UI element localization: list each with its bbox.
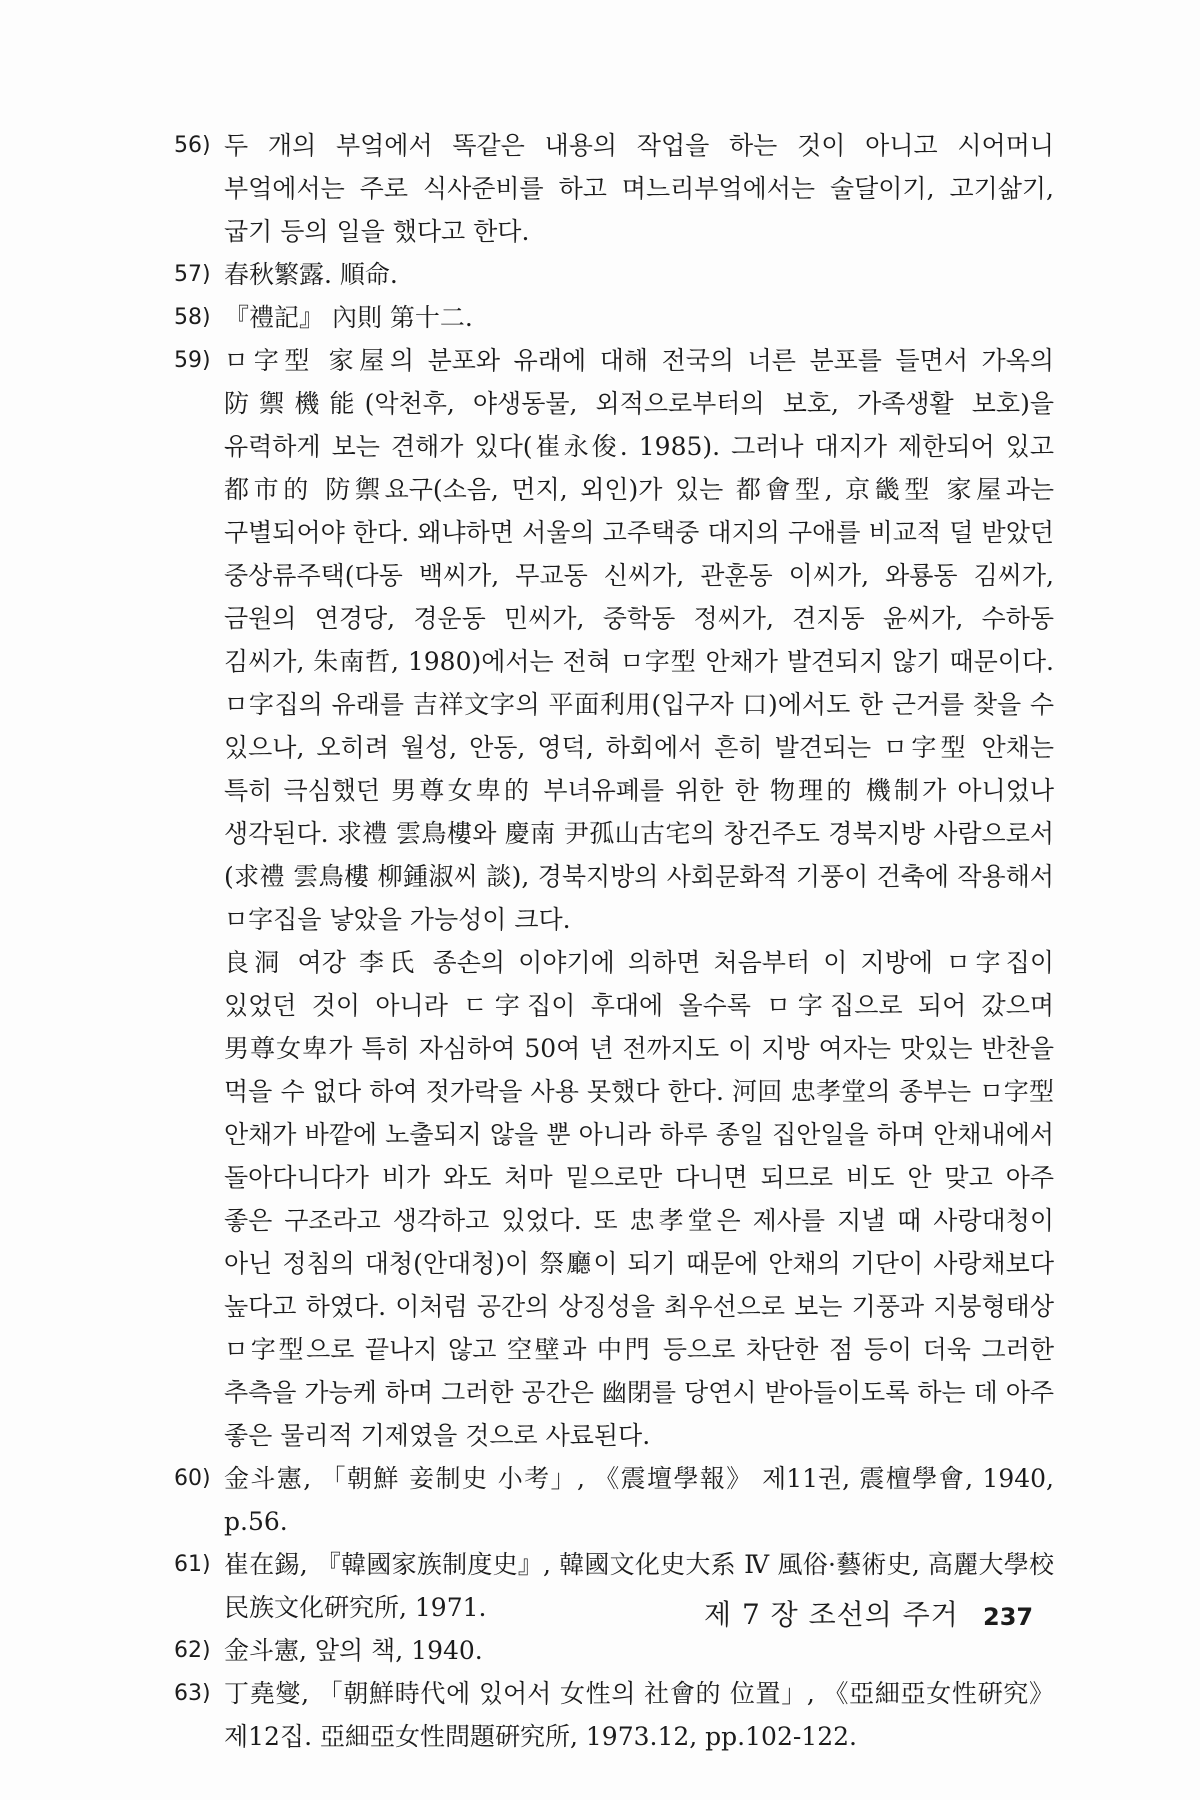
footnote-57	[174, 253, 1054, 296]
footnote-58	[174, 296, 1054, 339]
footnote-59	[174, 339, 1054, 1457]
footnote-number: 56)	[174, 133, 211, 158]
footnote-number: 59)	[174, 348, 211, 373]
footnote-text	[224, 339, 1054, 1457]
footnotes-section	[174, 124, 1054, 1758]
footnote-number: 63)	[174, 1681, 211, 1706]
footnote-paragraph: 良洞 여강 李氏 종손의 이야기에 의하면 처음부터 이 지방에 ㅁ字집이 있었던 것이 아니라 ㄷ字집이 후대에 올수록 ㅁ字집으로 되어 갔으며 男尊女卑가 특히 자심하여 50여 년 전까지도 이 지방 여자는 맛있는 반찬을 먹을 수 없다 하여 젓가락을 사용 못했다 한다. 河回 忠孝堂의 종부는 ㅁ字型 안채가 바깥에 노출되지 않을 뿐 아니라 하루 종일 집안일을 하며 안채내에서 돌아다니다가 비가 와도 처마 밑으로만 다니면 되므로 비도 안 맞고 아주 좋은 구조라고 생각하고 있었다. 또 忠孝堂은 제사를 지낼 때 사랑대청이 아닌 정침의 대청(안대청)이 祭廳이 되기 때문에 안채의 기단이 사랑채보다 높다고 하였다. 이처럼 공간의 상징성을 최우선으로 보는 기풍과 지붕형태상 ㅁ字型으로 끝나지 않고 空壁과 中門 등으로 차단한 점 등이 더욱 그러한 추측을 가능케 하며 그러한 공간은 幽閉를 당연시 받아들이도록 하는 데 아주 좋은 물리적 기제였을 것으로 사료된다.	[224, 948, 1054, 1450]
footnote-text	[224, 253, 1054, 296]
footnote-paragraph: 金斗憲, 앞의 책, 1940.	[224, 1636, 483, 1665]
footnote-paragraph: 金斗憲, 「朝鮮 妾制史 小考」, 《震壇學報》 제11권, 震檀學會, 1940, p.56.	[224, 1464, 1054, 1536]
footnote-text	[224, 124, 1054, 253]
footnote-number: 57)	[174, 262, 211, 287]
footnote-60	[174, 1457, 1054, 1543]
footnote-paragraph: 丁堯燮, 「朝鮮時代에 있어서 女性의 社會的 位置」, 《亞細亞女性硏究》 제12집. 亞細亞女性問題硏究所, 1973.12, pp.102-122.	[224, 1679, 1054, 1751]
footnote-text	[224, 1672, 1054, 1758]
chapter-title: 제 7 장 조선의 주거	[704, 1598, 959, 1631]
page-number: 237	[983, 1603, 1034, 1631]
footnote-text	[224, 296, 1054, 339]
footnote-paragraph: 崔在錫, 『韓國家族制度史』, 韓國文化史大系 Ⅳ 風俗·藝術史, 高麗大學校 民族文化硏究所, 1971.	[224, 1550, 1054, 1622]
footnote-62	[174, 1629, 1054, 1672]
footnote-number: 61)	[174, 1552, 211, 1577]
footnote-text	[224, 1629, 1054, 1672]
footnote-paragraph: 두 개의 부엌에서 똑같은 내용의 작업을 하는 것이 아니고 시어머니 부엌에서는 주로 식사준비를 하고 며느리부엌에서는 술달이기, 고기삶기, 굽기 등의 일을 했다고 한다.	[224, 131, 1054, 246]
footnote-number: 62)	[174, 1638, 211, 1663]
footnote-number: 58)	[174, 305, 211, 330]
page-footer	[704, 1595, 1054, 1635]
footnote-number: 60)	[174, 1466, 211, 1491]
footnote-56	[174, 124, 1054, 253]
footnote-paragraph: ㅁ字型 家屋의 분포와 유래에 대해 전국의 너른 분포를 들면서 가옥의 防禦機能(악천후, 야생동물, 외적으로부터의 보호, 가족생활 보호)을 유력하게 보는 견해가 있다(崔永俊. 1985). 그러나 대지가 제한되어 있고 都市的 防禦요구(소음, 먼지, 외인)가 있는 都會型, 京畿型 家屋과는 구별되어야 한다. 왜냐하면 서울의 고주택중 대지의 구애를 비교적 덜 받았던 중상류주택(다동 백씨가, 무교동 신씨가, 관훈동 이씨가, 와룡동 김씨가, 금원의 연경당, 경운동 민씨가, 중학동 정씨가, 견지동 윤씨가, 수하동 김씨가, 朱南哲, 1980)에서는 전혀 ㅁ字型 안채가 발견되지 않기 때문이다. ㅁ字집의 유래를 吉祥文字의 平面利用(입구자 口)에서도 한 근거를 찾을 수 있으나, 오히려 월성, 안동, 영덕, 하회에서 흔히 발견되는 ㅁ字型 안채는 특히 극심했던 男尊女卑的 부녀유폐를 위한 한 物理的 機制가 아니었나 생각된다. 求禮 雲鳥樓와 慶南 尹孤山古宅의 창건주도 경북지방 사람으로서(求禮 雲鳥樓 柳鍾淑씨 談), 경북지방의 사회문화적 기풍이 건축에 작용해서 ㅁ字집을 낳았을 가능성이 크다.	[224, 346, 1054, 934]
footnote-text	[224, 1457, 1054, 1543]
footnote-63	[174, 1672, 1054, 1758]
footnote-paragraph: 『禮記』 內則 第十二.	[224, 303, 473, 332]
footnote-paragraph: 春秋繁露. 順命.	[224, 260, 398, 289]
